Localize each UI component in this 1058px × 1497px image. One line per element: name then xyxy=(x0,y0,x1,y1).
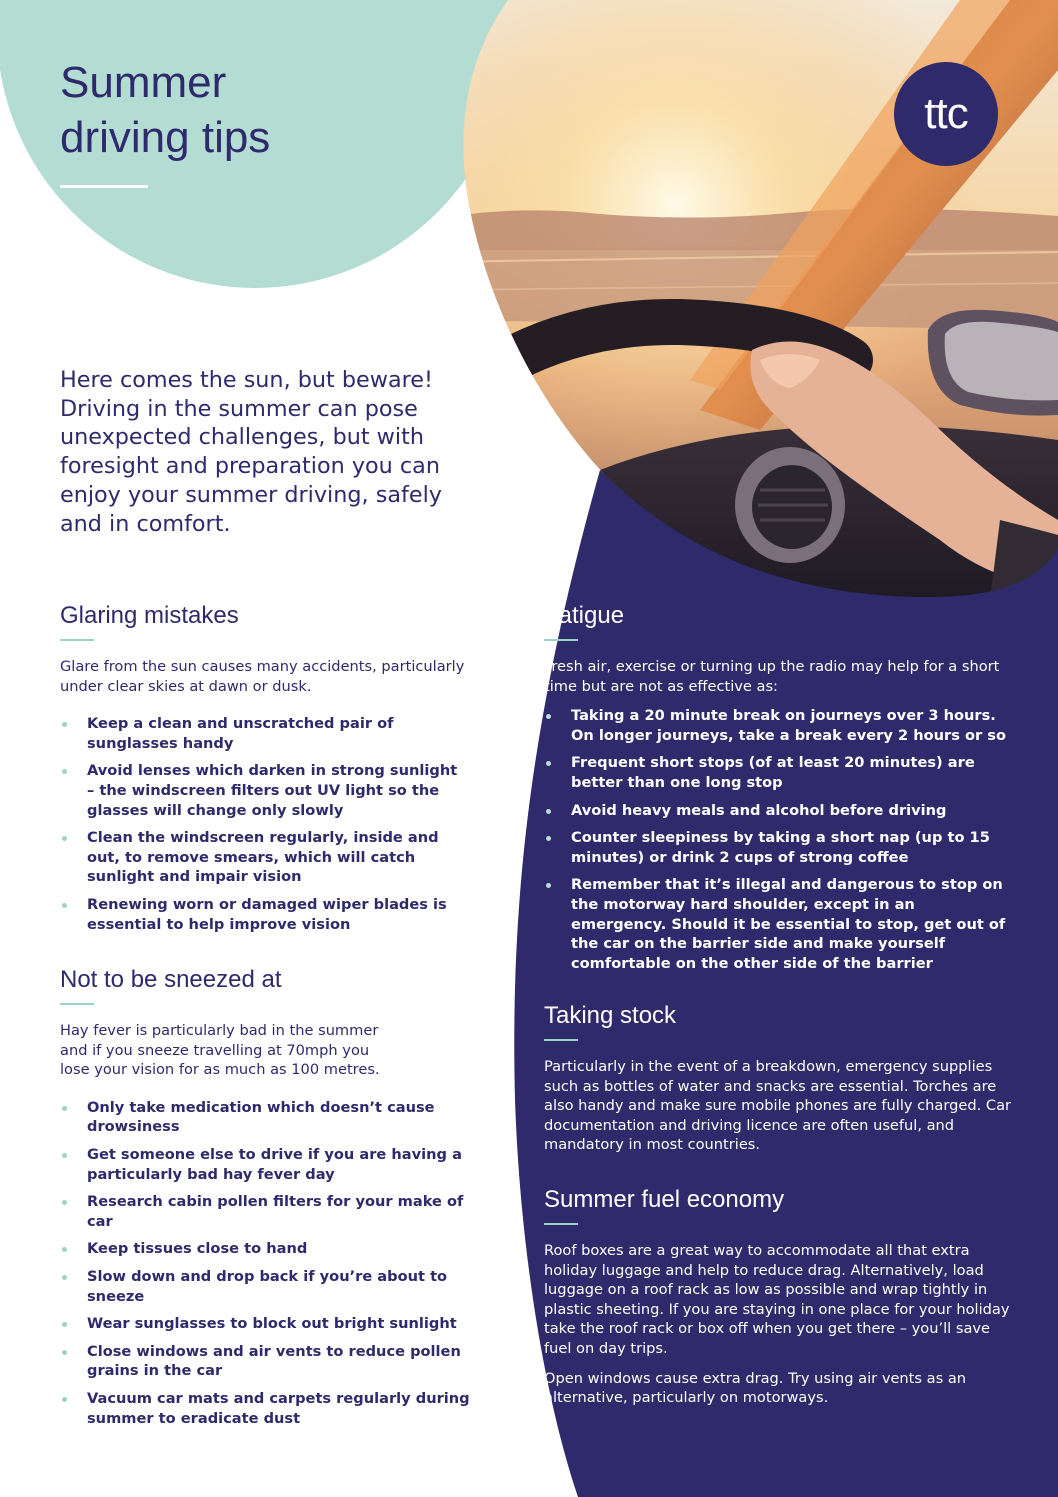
section-not-to-be-sneezed-at xyxy=(60,965,470,1436)
list-item: Close windows and air vents to reduce pollen grains in the car xyxy=(60,1342,470,1381)
section-fatigue xyxy=(544,601,1014,981)
list-item: Research cabin pollen filters for your make of car xyxy=(60,1192,470,1231)
page-title-line-2: driving tips xyxy=(60,113,271,162)
section-body: Roof boxes are a great way to accommodate all that extra holiday luggage and help to reduce drag. Alternatively, load luggage on a roof rack as low as possible and wrap tightly in plastic sheeting. If you are staying in one place for your holiday take the roof rack or box off when you get there – you’ll save fuel on day trips. xyxy=(544,1242,1010,1357)
heading-underline xyxy=(60,1003,94,1005)
list-item: Clean the windscreen regularly, inside and out, to remove smears, which will catch sunlight and impair vision xyxy=(60,828,465,887)
list-item: Keep tissues close to hand xyxy=(60,1239,470,1259)
section-heading: Taking stock xyxy=(544,1002,677,1029)
page-title xyxy=(60,55,270,165)
section-summer-fuel-economy xyxy=(544,1185,1014,1418)
list-item: Remember that it’s illegal and dangerous to stop on the motorway hard shoulder, except in an emergency. Should it be essential to stop, get out of the car on the barrier side and make yourself comfortable on the other side of the barrier xyxy=(544,875,1014,973)
ttc-logo xyxy=(894,62,998,166)
list-item: Renewing worn or damaged wiper blades is essential to help improve vision xyxy=(60,895,465,934)
section-heading: Glaring mistakes xyxy=(60,602,239,629)
bullet-list xyxy=(60,714,465,934)
list-item: Wear sunglasses to block out bright sunlight xyxy=(60,1314,470,1334)
section-body: Glare from the sun causes many accidents, particularly under clear skies at dawn or dusk. xyxy=(60,658,465,695)
section-taking-stock xyxy=(544,1001,1016,1165)
bullet-list xyxy=(544,706,1014,973)
heading-underline xyxy=(544,639,578,641)
heading-underline xyxy=(544,1039,578,1041)
heading-underline xyxy=(544,1223,578,1225)
intro-text: Here comes the sun, but beware! Driving in the summer can pose unexpected challenges, but with foresight and preparation you can enjoy your summer driving, safely and in comfort. xyxy=(60,367,442,537)
list-item: Taking a 20 minute break on journeys over 3 hours. On longer journeys, take a break every 2 hours or so xyxy=(544,706,1014,745)
list-item: Avoid heavy meals and alcohol before driving xyxy=(544,801,1014,821)
list-item: Avoid lenses which darken in strong sunlight – the windscreen filters out UV light so the glasses will change only slowly xyxy=(60,761,465,820)
list-item: Vacuum car mats and carpets regularly during summer to eradicate dust xyxy=(60,1389,470,1428)
section-body: Open windows cause extra drag. Try using air vents as an alternative, particularly on motorways. xyxy=(544,1369,967,1407)
list-item: Get someone else to drive if you are having a particularly bad hay fever day xyxy=(60,1145,470,1184)
section-heading: Summer fuel economy xyxy=(544,1186,785,1213)
section-heading: Fatigue xyxy=(544,602,625,629)
list-item: Slow down and drop back if you’re about to sneeze xyxy=(60,1267,470,1306)
page-title-line-1: Summer xyxy=(60,58,227,107)
list-item: Keep a clean and unscratched pair of sunglasses handy xyxy=(60,714,465,753)
bullet-list xyxy=(60,1098,470,1428)
title-underline xyxy=(60,185,148,188)
section-body: Particularly in the event of a breakdown, emergency supplies such as bottles of water and snacks are essential. Torches are also handy and make sure mobile phones are fully charged. Car documentation and driving licence are often useful, and mandatory in most countries. xyxy=(544,1058,1012,1154)
list-item: Counter sleepiness by taking a short nap (up to 15 minutes) or drink 2 cups of strong coffee xyxy=(544,828,1014,867)
section-body: Hay fever is particularly bad in the summer and if you sneeze travelling at 70mph you lose your vision for as much as 100 metres. xyxy=(60,1022,380,1079)
section-glaring-mistakes xyxy=(60,601,465,942)
ttc-logo-text: ttc xyxy=(924,89,968,138)
list-item: Frequent short stops (of at least 20 minutes) are better than one long stop xyxy=(544,753,1014,792)
section-heading: Not to be sneezed at xyxy=(60,966,282,993)
section-body: Fresh air, exercise or turning up the radio may help for a short time but are not as effective as: xyxy=(544,658,1000,695)
list-item: Only take medication which doesn’t cause drowsiness xyxy=(60,1098,470,1137)
heading-underline xyxy=(60,639,94,641)
